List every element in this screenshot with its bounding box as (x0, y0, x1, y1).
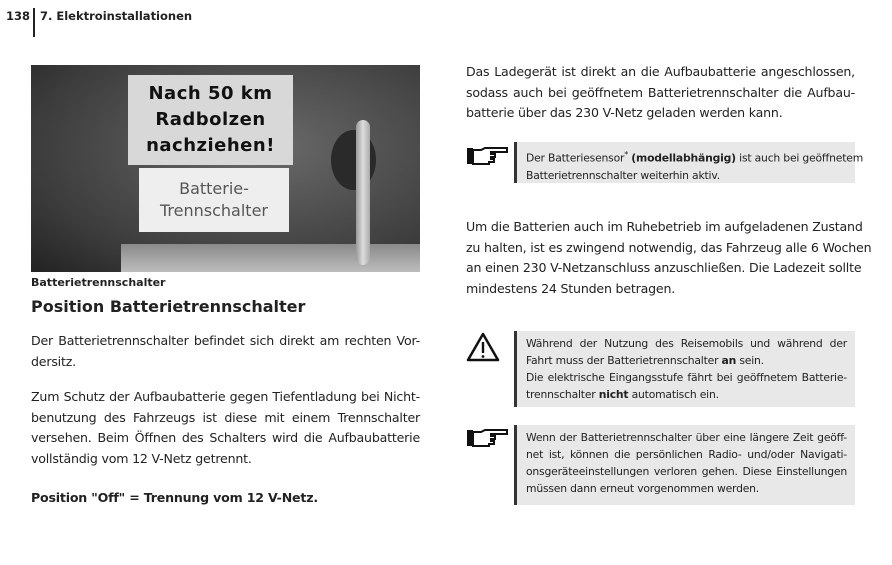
header-divider (33, 8, 35, 37)
warning-box: Während der Nutzung des Reisemobils und während der Fahrt muss der Batterietrennschalter an sein. Die elektrische Eingangsstufe fährt bei geöffnetem Batterie- trennschalter nicht automatisch ein. (514, 331, 855, 407)
photo-sign-label: Batterie- Trennschalter (139, 168, 289, 232)
photo-sign-warning: Nach 50 km Radbolzen nachziehen! (128, 75, 293, 165)
section-heading: Position Batterietrennschalter (31, 297, 306, 316)
note-radio-settings: Wenn der Batterietrennschalter über eine längere Zeit geöff- net ist, können die persönlichen Radio- und/oder Navigati- onsgeräteeinstellungen verloren gehen. Diese Einstellungen müssen dann erneut vorgenommen werden. (514, 425, 855, 505)
paragraph-location: Der Batterietrennschalter befindet sich direkt am rechten Vor- dersitz. (31, 333, 420, 369)
page-number: 138 (6, 9, 31, 23)
chapter-title: 7. Elektroinstallationen (40, 9, 193, 23)
battery-switch-photo (31, 65, 420, 272)
paragraph-charger: Das Ladegerät ist direkt an die Aufbaubatterie angeschlossen, sodass auch bei geöffnetem Batterietrennschalter die Aufbau- batterie über das 230 V-Netz geladen werden kann. (466, 64, 855, 120)
paragraph-idle-charging: Um die Batterien auch im Ruhebetrieb im aufgeladenen Zustand zu halten, ist es zwingend notwendig, das Fahrzeug alle 6 Wochen an einen 230 V-Netzanschluss anzuschließen. Die Ladezeit sollte mindestens 24 Stunden betragen. (466, 219, 872, 296)
switch-lever (356, 120, 370, 265)
pointing-hand-icon (467, 146, 509, 166)
off-position-note: Position "Off" = Trennung vom 12 V-Netz. (31, 490, 318, 505)
warning-triangle-icon (466, 332, 500, 362)
note-battery-sensor: Der Batteriesensor* (modellabhängig) ist auch bei geöffnetem Batterietrennschalter weiterhin aktiv. (514, 142, 855, 183)
paragraph-protection: Zum Schutz der Aufbaubatterie gegen Tiefentladung bei Nicht- benutzung des Fahrzeugs ist diese mit einem Trennschalter versehen. Beim Öffnen des Schalters wird die Aufbaubatterie vollständig vom 12 V-Netz getrennt. (31, 389, 420, 466)
photo-caption: Batterietrennschalter (31, 276, 166, 289)
pointing-hand-icon (467, 428, 509, 448)
